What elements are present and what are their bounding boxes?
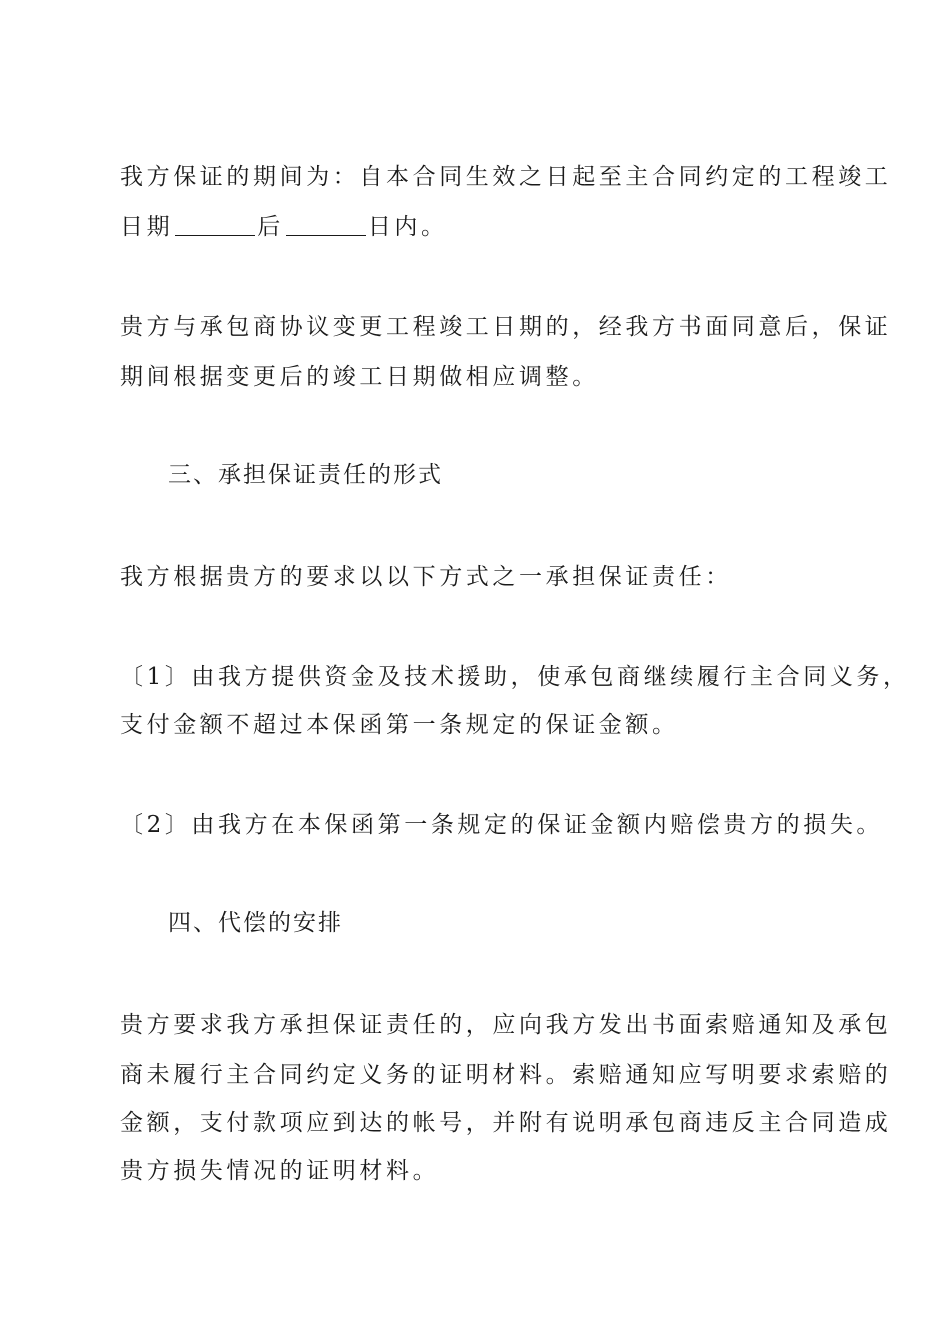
paragraph-guarantee-period-line-2 [120, 212, 840, 242]
paragraph-claim-arrangement-line-4: 贵方损失情况的证明材料。 [120, 1158, 440, 1184]
blank-field-days-within [286, 213, 366, 236]
section-heading-3: 三、承担保证责任的形式 [168, 462, 443, 488]
paragraph-guarantee-period-line-1: 我方保证的期间为：自本合同生效之日起至主合同约定的工程竣工 [120, 164, 892, 190]
text-segment: 后 [257, 214, 284, 240]
paragraph-period-adjustment-line-1: 贵方与承包商协议变更工程竣工日期的，经我方书面同意后，保证 [120, 314, 892, 340]
text-segment: 日内。 [367, 214, 448, 240]
section-heading-4: 四、代偿的安排 [168, 910, 343, 936]
list-item-1-line-1: 〔1〕由我方提供资金及技术援助，使承包商继续履行主合同义务， [120, 664, 910, 690]
list-item-2: 〔2〕由我方在本保函第一条规定的保证金额内赔偿贵方的损失。 [120, 812, 884, 838]
paragraph-claim-arrangement-line-2: 商未履行主合同约定义务的证明材料。索赔通知应写明要求索赔的 [120, 1062, 892, 1088]
paragraph-period-adjustment-line-2: 期间根据变更后的竣工日期做相应调整。 [120, 364, 599, 390]
text-segment: 日期 [120, 214, 174, 240]
paragraph-claim-arrangement-line-1: 贵方要求我方承担保证责任的，应向我方发出书面索赔通知及承包 [120, 1012, 892, 1038]
paragraph-liability-forms: 我方根据贵方的要求以以下方式之一承担保证责任： [120, 564, 732, 590]
blank-field-days-after [175, 213, 255, 236]
paragraph-claim-arrangement-line-3: 金额，支付款项应到达的帐号，并附有说明承包商违反主合同造成 [120, 1110, 892, 1136]
list-item-1-line-2: 支付金额不超过本保函第一条规定的保证金额。 [120, 712, 679, 738]
